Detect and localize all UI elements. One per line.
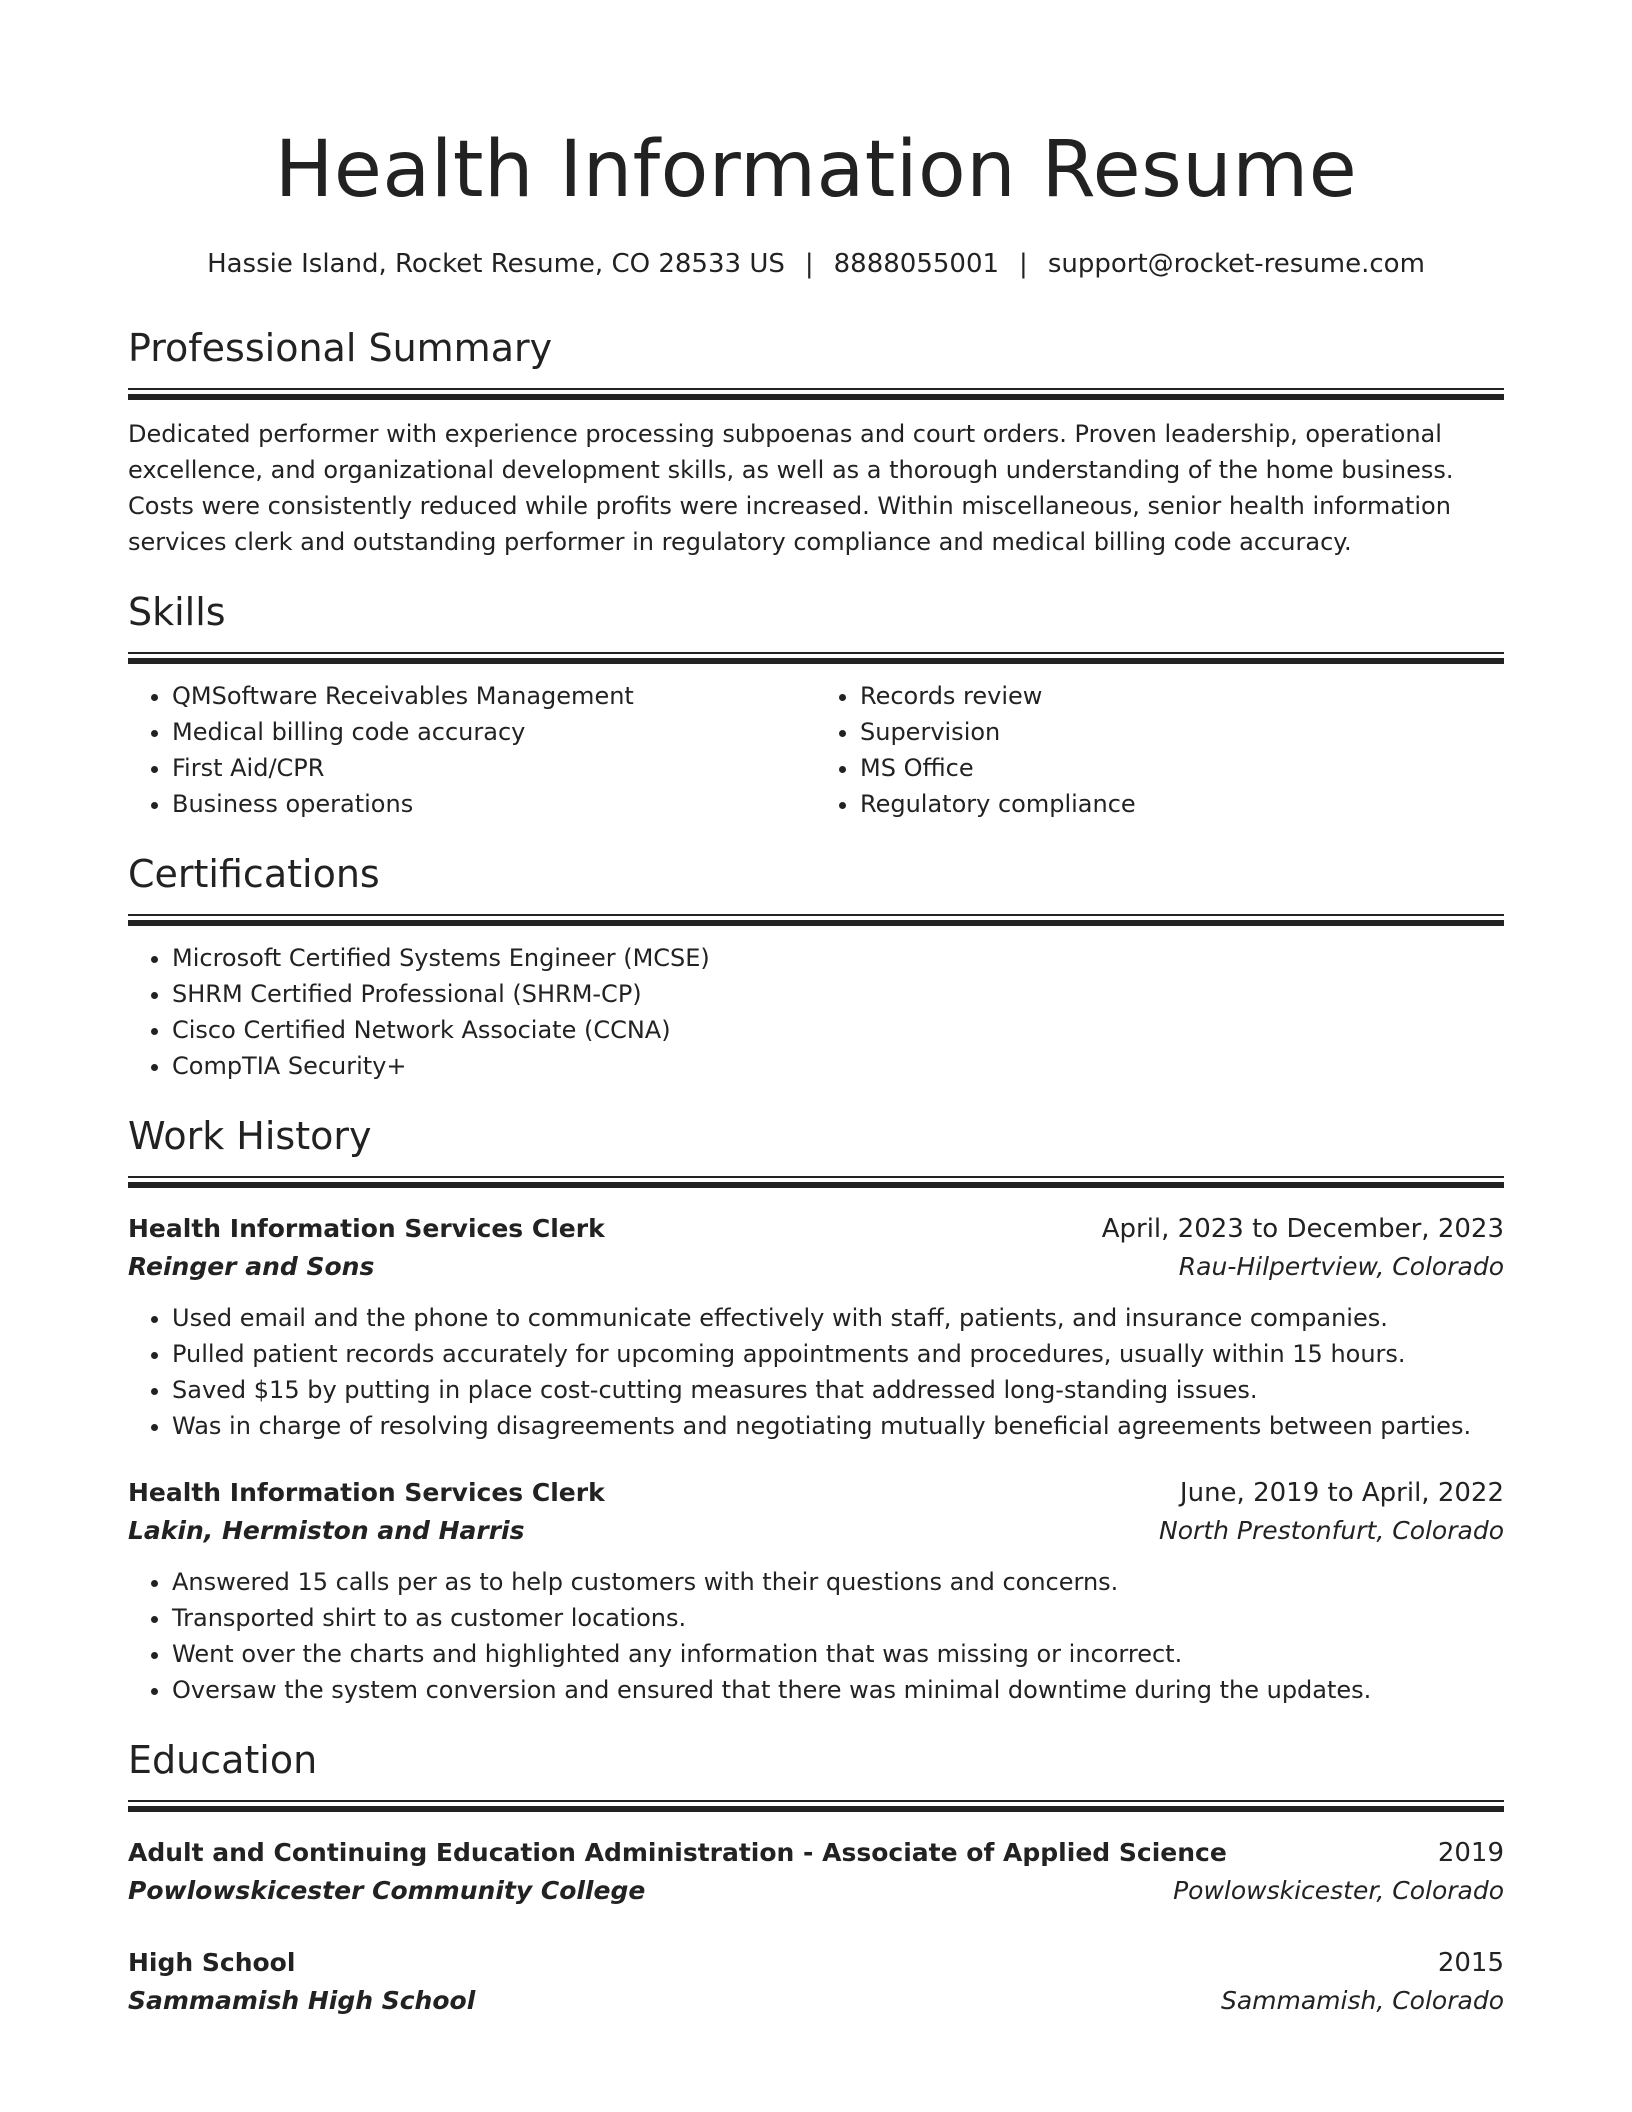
summary-heading: Professional Summary bbox=[128, 326, 553, 370]
work-heading: Work History bbox=[128, 1114, 372, 1158]
contact-line bbox=[128, 248, 1504, 280]
contact-separator: | bbox=[804, 249, 814, 279]
education-school: Sammamish High School bbox=[128, 1986, 476, 2015]
job-bullet: • Answered 15 calls per as to help customers with their questions and concerns. bbox=[172, 1564, 1504, 1600]
job-bullets bbox=[128, 1300, 1504, 1444]
skill-item: • MS Office bbox=[860, 750, 1504, 786]
summary-section bbox=[128, 324, 1504, 560]
education-year: 2019 bbox=[1437, 1838, 1504, 1868]
education-entry bbox=[128, 1944, 1504, 2020]
education-year: 2015 bbox=[1437, 1948, 1504, 1978]
job-bullet: • Transported shirt to as customer locations. bbox=[172, 1600, 1504, 1636]
job-dates: June, 2019 to April, 2022 bbox=[1179, 1478, 1504, 1508]
skills-list-left bbox=[128, 678, 816, 822]
job-entry bbox=[128, 1210, 1504, 1444]
certification-item: • Cisco Certified Network Associate (CCNA) bbox=[172, 1012, 1504, 1048]
section-divider bbox=[128, 1800, 1504, 1812]
job-company: Reinger and Sons bbox=[128, 1252, 375, 1281]
education-section bbox=[128, 1736, 1504, 2020]
certification-item: • Microsoft Certified Systems Engineer (MCSE) bbox=[172, 940, 1504, 976]
education-school-row bbox=[128, 1982, 1504, 2020]
job-bullet: • Pulled patient records accurately for upcoming appointments and procedures, usually within 15 hours. bbox=[172, 1336, 1504, 1372]
job-company-row bbox=[128, 1248, 1504, 1286]
education-school: Powlowskicester Community College bbox=[128, 1876, 646, 1905]
education-header-row bbox=[128, 1834, 1504, 1872]
job-bullet: • Oversaw the system conversion and ensured that there was minimal downtime during the updates. bbox=[172, 1672, 1504, 1708]
section-divider bbox=[128, 388, 1504, 400]
contact-address: Hassie Island, Rocket Resume, CO 28533 US bbox=[207, 249, 785, 279]
skill-item: • Regulatory compliance bbox=[860, 786, 1504, 822]
section-divider bbox=[128, 652, 1504, 664]
skill-item: • QMSoftware Receivables Management bbox=[172, 678, 816, 714]
skills-grid bbox=[128, 664, 1504, 822]
skills-list-right bbox=[816, 678, 1504, 822]
skill-item: • Records review bbox=[860, 678, 1504, 714]
job-bullet: • Went over the charts and highlighted any information that was missing or incorrect. bbox=[172, 1636, 1504, 1672]
education-heading: Education bbox=[128, 1738, 318, 1782]
job-bullet: • Used email and the phone to communicate effectively with staff, patients, and insurance companies. bbox=[172, 1300, 1504, 1336]
contact-separator: | bbox=[1019, 249, 1028, 279]
job-title: Health Information Services Clerk bbox=[128, 1214, 605, 1243]
education-school-row bbox=[128, 1872, 1504, 1910]
skill-item: • First Aid/CPR bbox=[172, 750, 816, 786]
job-dates: April, 2023 to December, 2023 bbox=[1101, 1214, 1504, 1244]
summary-text: Dedicated performer with experience processing subpoenas and court orders. Proven leadership, operational excellence, and organizational development skills, as well as a thorough understanding of the home business. Costs were consistently reduced while profits were increased. Within miscellaneous, senior health information services clerk and outstanding performer in regulatory compliance and medical billing code accuracy. bbox=[128, 420, 1454, 556]
work-section bbox=[128, 1112, 1504, 1708]
job-company: Lakin, Hermiston and Harris bbox=[128, 1516, 525, 1545]
certifications-heading: Certifications bbox=[128, 852, 380, 896]
job-title: Health Information Services Clerk bbox=[128, 1478, 605, 1507]
job-location: North Prestonfurt, Colorado bbox=[1159, 1516, 1504, 1545]
certification-item: • SHRM Certified Professional (SHRM-CP) bbox=[172, 976, 1504, 1012]
job-bullet: • Was in charge of resolving disagreements and negotiating mutually beneficial agreements between parties. bbox=[172, 1408, 1504, 1444]
certifications-section bbox=[128, 850, 1504, 1084]
job-company-row bbox=[128, 1512, 1504, 1550]
skills-section bbox=[128, 588, 1504, 822]
job-bullet: • Saved $15 by putting in place cost-cutting measures that addressed long-standing issues. bbox=[172, 1372, 1504, 1408]
skill-item: • Business operations bbox=[172, 786, 816, 822]
job-location: Rau-Hilpertview, Colorado bbox=[1178, 1252, 1504, 1281]
section-divider bbox=[128, 1176, 1504, 1188]
education-location: Powlowskicester, Colorado bbox=[1173, 1876, 1504, 1905]
resume-title: Health Information Resume bbox=[274, 125, 1358, 215]
education-degree: High School bbox=[128, 1948, 296, 1977]
section-divider bbox=[128, 914, 1504, 926]
job-bullets bbox=[128, 1564, 1504, 1708]
skills-heading: Skills bbox=[128, 590, 226, 634]
education-location: Sammamish, Colorado bbox=[1220, 1986, 1504, 2015]
contact-email: support@rocket-resume.com bbox=[1047, 249, 1425, 279]
job-entry bbox=[128, 1474, 1504, 1708]
contact-phone: 8888055001 bbox=[833, 249, 1000, 279]
education-degree: Adult and Continuing Education Administration - Associate of Applied Science bbox=[128, 1838, 1227, 1867]
education-entry bbox=[128, 1834, 1504, 1910]
skill-item: • Medical billing code accuracy bbox=[172, 714, 816, 750]
skill-item: • Supervision bbox=[860, 714, 1504, 750]
job-header-row bbox=[128, 1474, 1504, 1512]
education-header-row bbox=[128, 1944, 1504, 1982]
certification-item: • CompTIA Security+ bbox=[172, 1048, 1504, 1084]
job-header-row bbox=[128, 1210, 1504, 1248]
certifications-list bbox=[128, 940, 1504, 1084]
